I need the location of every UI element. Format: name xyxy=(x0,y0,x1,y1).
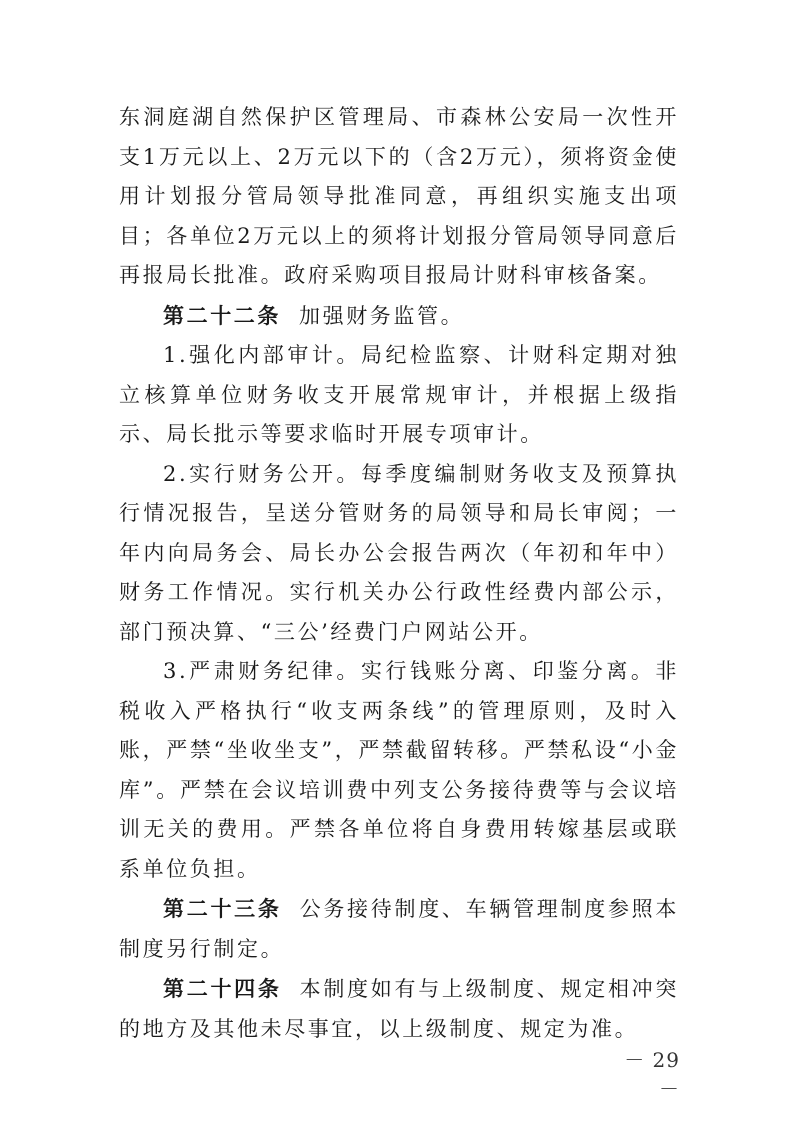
paragraph-text: 2.实行财务公开。每季度编制财务收支及预算执行情况报告，呈送分管财务的局领导和局长审阅；一年内向局务会、局长办公会报告两次（年初和年中）财务工作情况。实行机关办公行政性经费内部公示，部门预决算、“三公’经费门户网站公开。 xyxy=(119,461,679,644)
paragraph-financial-disclosure xyxy=(119,455,679,653)
paragraph-article-22 xyxy=(119,296,679,337)
article-number: 第二十二条 xyxy=(163,302,281,328)
paragraph-budget-approval xyxy=(119,98,679,296)
article-number: 第二十四条 xyxy=(163,976,282,1001)
paragraph-internal-audit xyxy=(119,336,679,455)
paragraph-article-24 xyxy=(119,969,679,1049)
paragraph-article-23 xyxy=(119,889,679,969)
page-number: － 29 － xyxy=(624,1048,680,1101)
paragraph-text: 本制度如有与上级制度、规定相冲突的地方及其他未尽事宜，以上级制度、规定为准。 xyxy=(119,977,680,1041)
article-number: 第二十三条 xyxy=(163,896,282,921)
paragraph-text: 东洞庭湖自然保护区管理局、市森林公安局一次性开支1万元以上、2万元以下的（含2万元），须将资金使用计划报分管局领导批准同意，再组织实施支出项目；各单位2万元以上的须将计划报分管局领导同意后再报局长批准。政府采购项目报局计财科审核备案。 xyxy=(119,105,679,287)
paragraph-text: 公务接待制度、车辆管理制度参照本制度另行制定。 xyxy=(119,897,680,961)
body-text xyxy=(119,98,679,1049)
paragraph-text: 加强财务监管。 xyxy=(299,303,465,328)
paragraph-financial-discipline xyxy=(119,652,679,889)
paragraph-text: 3.严肃财务纪律。实行钱账分离、印鉴分离。非税收入严格执行“收支两条线”的管理原则，及时入账，严禁“坐收坐支”，严禁截留转移。严禁私设“小金库”。严禁在会议培训费中列支公务接待费等与会议培训无关的费用。严禁各单位将自身费用转嫁基层或联系单位负担。 xyxy=(119,659,679,881)
paragraph-text: 1.强化内部审计。局纪检监察、计财科定期对独立核算单位财务收支开展常规审计，并根据上级指示、局长批示等要求临时开展专项审计。 xyxy=(119,343,679,446)
